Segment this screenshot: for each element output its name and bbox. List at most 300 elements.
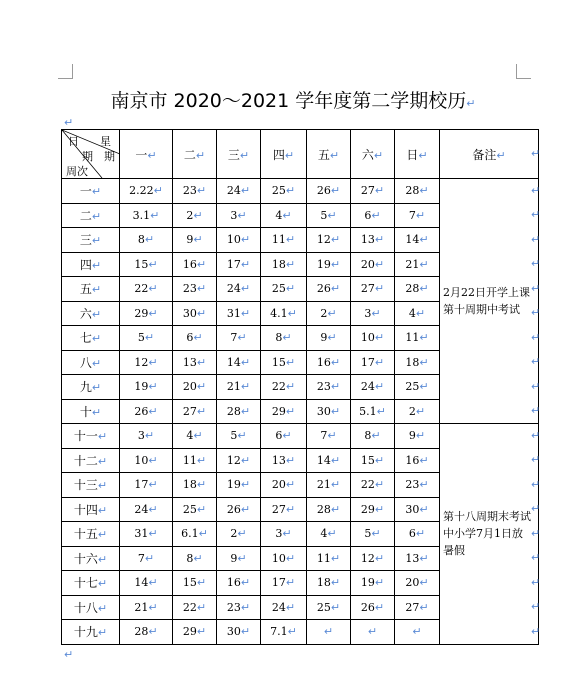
paragraph-mark-icon: ↵ (196, 478, 207, 492)
date-value: 23 (182, 282, 197, 296)
date-value: 18 (271, 257, 286, 271)
paragraph-mark-icon: ↵ (91, 332, 102, 346)
date-cell (261, 179, 307, 204)
paragraph-mark-icon: ↵ (531, 379, 541, 393)
paragraph-mark-icon: ↵ (148, 282, 158, 296)
date-value: 8 (186, 551, 194, 565)
date-cell (173, 571, 217, 596)
date-cell (120, 571, 173, 596)
date-value: 26 (134, 404, 149, 418)
paragraph-mark-icon: ↵ (419, 600, 429, 614)
date-value: 4 (275, 208, 283, 222)
date-cell (307, 595, 351, 620)
paragraph-mark-icon: ↵ (282, 208, 292, 222)
date-cell (173, 424, 217, 449)
date-cell (307, 522, 351, 547)
date-cell (395, 228, 440, 253)
paragraph-mark-icon: ↵ (285, 478, 296, 492)
paragraph-mark-icon: ↵ (419, 331, 429, 345)
date-cell (351, 497, 395, 522)
paragraph-mark-icon: ↵ (330, 355, 341, 369)
date-cell (261, 326, 307, 351)
paragraph-mark-icon: ↵ (282, 429, 292, 443)
crop-mark-top-left (58, 64, 73, 79)
date-cell (120, 399, 173, 424)
date-cell (395, 350, 440, 375)
date-value: 12 (226, 453, 241, 467)
paragraph-mark-icon: ↵ (195, 148, 206, 162)
date-cell (261, 546, 307, 571)
paragraph-mark-icon: ↵ (91, 258, 102, 272)
date-value: 13 (182, 355, 197, 369)
date-value: 27 (360, 282, 375, 296)
date-value: 14 (316, 453, 331, 467)
date-cell (307, 375, 351, 400)
date-cell (351, 228, 395, 253)
date-value: 28 (134, 625, 149, 639)
paragraph-mark-icon: ↵ (367, 625, 378, 639)
paragraph-mark-icon: ↵ (419, 453, 429, 467)
date-cell (173, 522, 217, 547)
paragraph-mark-icon: ↵ (415, 404, 426, 418)
date-cell (307, 448, 351, 473)
date-cell (217, 497, 261, 522)
date-cell (173, 350, 217, 375)
date-cell (307, 424, 351, 449)
paragraph-mark-icon: ↵ (374, 257, 385, 271)
paragraph-mark-icon: ↵ (330, 257, 341, 271)
date-cell (217, 546, 261, 571)
date-value: 22 (360, 478, 375, 492)
paragraph-mark-icon: ↵ (196, 502, 207, 516)
date-cell (261, 473, 307, 498)
date-cell (217, 228, 261, 253)
paragraph-mark-icon: ↵ (419, 478, 429, 492)
paragraph-mark-icon: ↵ (419, 551, 429, 565)
paragraph-mark-icon: ↵ (419, 282, 429, 296)
paragraph-mark-icon: ↵ (97, 454, 108, 468)
paragraph-mark-icon: ↵ (144, 429, 155, 443)
week-number-cell (62, 228, 120, 253)
week-number-cell (62, 326, 120, 351)
paragraph-mark-icon: ↵ (148, 404, 158, 418)
paragraph-mark-icon: ↵ (285, 404, 296, 418)
paragraph-mark-icon: ↵ (531, 428, 541, 442)
date-cell (120, 252, 173, 277)
date-cell (120, 448, 173, 473)
paragraph-mark-icon: ↵ (196, 306, 207, 320)
date-value: 24 (271, 600, 286, 614)
paragraph-mark-icon: ↵ (371, 429, 381, 443)
paragraph-mark-icon: ↵ (196, 257, 207, 271)
date-value: 2 (186, 208, 194, 222)
paragraph-mark-icon: ↵ (374, 478, 385, 492)
day-header-label: 四 (272, 147, 285, 162)
date-value: 2 (320, 306, 328, 320)
paragraph-mark-icon: ↵ (148, 600, 158, 614)
date-value: 7 (230, 331, 238, 345)
day-header-label: 二 (183, 147, 196, 162)
paragraph-mark-icon: ↵ (323, 625, 334, 639)
date-value: 28 (226, 404, 241, 418)
paragraph-mark-icon: ↵ (91, 307, 102, 321)
paragraph-mark-icon: ↵ (64, 116, 74, 129)
paragraph-mark-icon: ↵ (237, 208, 247, 222)
week-number-label: 二 (79, 208, 92, 223)
week-number-label: 十八 (73, 600, 98, 615)
date-cell (217, 448, 261, 473)
week-number-cell (62, 546, 120, 571)
date-value: 20 (271, 478, 286, 492)
date-value: 14 (405, 233, 420, 247)
paragraph-mark-icon: ↵ (419, 502, 429, 516)
date-cell (261, 497, 307, 522)
date-value: 19 (316, 257, 331, 271)
paragraph-mark-icon: ↵ (144, 233, 155, 247)
date-value: 3.1 (132, 208, 151, 222)
paragraph-mark-icon: ↵ (531, 330, 541, 344)
date-cell (173, 620, 217, 645)
paragraph-mark-icon: ↵ (97, 626, 108, 640)
day-header-cell (120, 130, 173, 179)
date-value: 2.22 (129, 184, 154, 198)
week-number-cell (62, 252, 120, 277)
paragraph-mark-icon: ↵ (240, 184, 251, 198)
week-number-cell (62, 424, 120, 449)
paragraph-mark-icon: ↵ (330, 502, 341, 516)
page-title-text: 南京市 2020～2021 学年度第二学期校历 (110, 90, 467, 112)
header-row (62, 130, 539, 179)
paragraph-mark-icon: ↵ (419, 355, 429, 369)
date-cell (307, 473, 351, 498)
date-value: 5 (364, 527, 372, 541)
week-number-cell (62, 399, 120, 424)
week-row (62, 179, 539, 204)
date-value: 3 (364, 306, 372, 320)
date-cell (261, 277, 307, 302)
notes-header-cell (440, 130, 539, 179)
paragraph-mark-icon: ↵ (330, 184, 341, 198)
date-cell (395, 497, 440, 522)
day-header-label: 五 (317, 147, 330, 162)
paragraph-mark-icon: ↵ (330, 551, 341, 565)
date-cell (261, 595, 307, 620)
date-value: 31 (226, 306, 241, 320)
date-value: 15 (360, 453, 375, 467)
paragraph-mark-icon: ↵ (374, 233, 385, 247)
paragraph-mark-icon: ↵ (284, 148, 295, 162)
paragraph-mark-icon: ↵ (374, 355, 385, 369)
date-cell (395, 424, 440, 449)
paragraph-mark-icon: ↵ (147, 148, 157, 162)
date-value: 14 (226, 355, 241, 369)
date-cell (395, 448, 440, 473)
paragraph-mark-icon: ↵ (371, 306, 381, 320)
date-cell (307, 497, 351, 522)
date-value: 20 (405, 576, 420, 590)
paragraph-mark-icon: ↵ (64, 647, 74, 661)
date-cell (351, 252, 395, 277)
date-cell (173, 497, 217, 522)
date-cell (173, 448, 217, 473)
paragraph-mark-icon: ↵ (198, 527, 208, 541)
date-value: 20 (182, 380, 197, 394)
paragraph-mark-icon: ↵ (196, 453, 207, 467)
date-value: 7.1 (270, 625, 288, 639)
date-cell (173, 595, 217, 620)
date-value: 6.1 (181, 527, 199, 541)
date-cell (351, 375, 395, 400)
paragraph-mark-icon: ↵ (531, 600, 541, 614)
date-value: 7 (137, 551, 145, 565)
date-cell (395, 546, 440, 571)
week-number-cell (62, 277, 120, 302)
week-number-label: 十六 (73, 551, 98, 566)
paragraph-mark-icon: ↵ (237, 551, 247, 565)
page-title (0, 86, 586, 113)
date-cell (261, 571, 307, 596)
date-cell (173, 301, 217, 326)
paragraph-mark-icon: ↵ (148, 453, 158, 467)
paragraph-mark-icon: ↵ (415, 527, 426, 541)
paragraph-mark-icon: ↵ (285, 600, 296, 614)
notes-line: 中小学7月1日放 (443, 527, 523, 541)
week-number-cell (62, 375, 120, 400)
date-cell (351, 203, 395, 228)
date-cell (261, 620, 307, 645)
date-value: 21 (226, 380, 241, 394)
week-number-label: 十九 (73, 625, 98, 640)
date-value: 12 (360, 551, 375, 565)
paragraph-mark-icon: ↵ (419, 576, 429, 590)
paragraph-mark-icon: ↵ (97, 552, 108, 566)
paragraph-mark-icon: ↵ (466, 97, 476, 110)
date-cell (261, 522, 307, 547)
paragraph-mark-icon: ↵ (330, 233, 341, 247)
paragraph-mark-icon: ↵ (531, 306, 541, 320)
paragraph-mark-icon: ↵ (531, 355, 541, 369)
paragraph-mark-icon: ↵ (374, 453, 385, 467)
paragraph-mark-icon: ↵ (374, 380, 385, 394)
date-cell (395, 399, 440, 424)
paragraph-mark-icon: ↵ (327, 331, 337, 345)
paragraph-mark-icon: ↵ (285, 282, 296, 296)
date-value: 11 (316, 551, 331, 565)
date-value: 22 (134, 282, 149, 296)
week-number-cell (62, 497, 120, 522)
week-number-label: 十 (79, 404, 92, 419)
date-cell (307, 179, 351, 204)
date-value: 29 (271, 404, 286, 418)
paragraph-mark-icon: ↵ (196, 184, 207, 198)
date-cell (173, 277, 217, 302)
date-cell (307, 350, 351, 375)
paragraph-mark-icon: ↵ (376, 404, 386, 418)
paragraph-mark-icon: ↵ (287, 625, 297, 639)
date-cell (261, 301, 307, 326)
date-value: 28 (405, 282, 420, 296)
paragraph-mark-icon: ↵ (531, 281, 541, 295)
paragraph-mark-icon: ↵ (196, 404, 207, 418)
paragraph-mark-icon: ↵ (91, 356, 102, 370)
date-cell (217, 595, 261, 620)
date-cell (261, 203, 307, 228)
paragraph-mark-icon: ↵ (282, 331, 292, 345)
date-cell (351, 595, 395, 620)
paragraph-mark-icon: ↵ (531, 147, 541, 160)
date-value: 18 (316, 576, 331, 590)
date-value: 8 (137, 233, 145, 247)
paragraph-mark-icon: ↵ (196, 355, 207, 369)
day-header-cell (261, 130, 307, 179)
date-cell (351, 301, 395, 326)
paragraph-mark-icon: ↵ (531, 232, 541, 246)
week-number-cell (62, 595, 120, 620)
paragraph-mark-icon: ↵ (531, 624, 541, 638)
paragraph-mark-icon: ↵ (285, 576, 296, 590)
date-cell (217, 620, 261, 645)
paragraph-mark-icon: ↵ (193, 551, 203, 565)
date-cell (261, 228, 307, 253)
date-cell (173, 179, 217, 204)
paragraph-mark-icon: ↵ (237, 429, 247, 443)
day-header-cell (307, 130, 351, 179)
week-number-label: 五 (79, 282, 92, 297)
paragraph-mark-icon: ↵ (531, 502, 541, 516)
corner-label-xing: 星 (100, 135, 111, 148)
date-cell (351, 473, 395, 498)
paragraph-mark-icon: ↵ (419, 380, 429, 394)
date-value: 25 (271, 184, 286, 198)
day-header-label: 一 (135, 147, 148, 162)
date-value: 9 (408, 429, 416, 443)
date-value: 3 (230, 208, 238, 222)
day-header-label: 日 (406, 147, 419, 162)
date-cell (307, 277, 351, 302)
date-cell (351, 522, 395, 547)
date-value: 16 (226, 576, 241, 590)
paragraph-mark-icon: ↵ (148, 576, 158, 590)
paragraph-mark-icon: ↵ (240, 453, 251, 467)
corner-label-qi-right: 期 (104, 150, 115, 163)
date-cell (261, 448, 307, 473)
date-cell (217, 252, 261, 277)
date-value: 6 (275, 429, 283, 443)
date-value: 24 (226, 184, 241, 198)
date-value: 30 (182, 306, 197, 320)
week-number-cell (62, 571, 120, 596)
week-number-label: 一 (79, 184, 92, 199)
paragraph-mark-icon: ↵ (330, 600, 341, 614)
date-value: 28 (316, 502, 331, 516)
date-cell (261, 350, 307, 375)
date-value: 17 (226, 257, 241, 271)
date-value: 27 (405, 600, 420, 614)
date-cell (217, 326, 261, 351)
paragraph-mark-icon: ↵ (531, 404, 541, 418)
week-number-label: 九 (79, 380, 92, 395)
date-value: 2 (230, 527, 238, 541)
date-value: 11 (271, 233, 286, 247)
paragraph-mark-icon: ↵ (412, 625, 422, 639)
date-value: 11 (405, 331, 420, 345)
date-value: 10 (134, 453, 149, 467)
date-value: 13 (271, 453, 286, 467)
date-value: 25 (182, 502, 197, 516)
date-cell (120, 179, 173, 204)
day-header-cell (217, 130, 261, 179)
paragraph-mark-icon: ↵ (148, 257, 158, 271)
paragraph-mark-icon: ↵ (531, 208, 541, 222)
week-number-cell (62, 473, 120, 498)
date-value: 24 (134, 502, 149, 516)
date-cell (395, 473, 440, 498)
date-value: 10 (226, 233, 241, 247)
date-cell (120, 595, 173, 620)
date-value: 22 (182, 600, 197, 614)
paragraph-mark-icon: ↵ (330, 576, 341, 590)
date-cell (351, 571, 395, 596)
date-value: 30 (316, 404, 331, 418)
date-value: 11 (182, 453, 197, 467)
paragraph-mark-icon: ↵ (287, 306, 297, 320)
date-value: 16 (182, 257, 197, 271)
date-cell (395, 301, 440, 326)
notes-line: 第十周期中考试 (443, 303, 520, 316)
date-value: 8 (364, 429, 372, 443)
paragraph-mark-icon: ↵ (91, 381, 102, 395)
paragraph-mark-icon: ↵ (531, 477, 541, 491)
date-value: 16 (316, 355, 331, 369)
date-cell (120, 620, 173, 645)
paragraph-mark-icon: ↵ (239, 148, 250, 162)
date-value: 4 (320, 527, 328, 541)
date-value: 18 (405, 355, 420, 369)
paragraph-mark-icon: ↵ (373, 148, 384, 162)
date-value: 23 (316, 380, 331, 394)
date-value: 27 (360, 184, 375, 198)
date-value: 12 (134, 355, 149, 369)
date-cell (217, 350, 261, 375)
paragraph-mark-icon: ↵ (196, 282, 207, 296)
paragraph-mark-icon: ↵ (148, 625, 158, 639)
paragraph-mark-icon: ↵ (240, 600, 251, 614)
date-cell (120, 326, 173, 351)
paragraph-mark-icon: ↵ (193, 208, 203, 222)
paragraph-mark-icon: ↵ (144, 331, 155, 345)
date-cell (217, 399, 261, 424)
date-cell (395, 252, 440, 277)
date-cell (217, 301, 261, 326)
paragraph-mark-icon: ↵ (371, 208, 381, 222)
notes-line: 2月22日开学上课 (443, 286, 530, 299)
date-cell (395, 203, 440, 228)
paragraph-mark-icon: ↵ (285, 184, 296, 198)
date-value: 31 (134, 527, 149, 541)
paragraph-mark-icon: ↵ (374, 600, 385, 614)
date-cell (307, 228, 351, 253)
paragraph-mark-icon: ↵ (240, 625, 251, 639)
week-number-cell (62, 522, 120, 547)
date-value: 9 (186, 233, 194, 247)
date-cell (173, 203, 217, 228)
date-value: 18 (182, 478, 197, 492)
date-cell (120, 546, 173, 571)
date-cell (351, 424, 395, 449)
date-value: 10 (360, 331, 375, 345)
date-value: 6 (186, 331, 194, 345)
paragraph-mark-icon: ↵ (97, 479, 108, 493)
